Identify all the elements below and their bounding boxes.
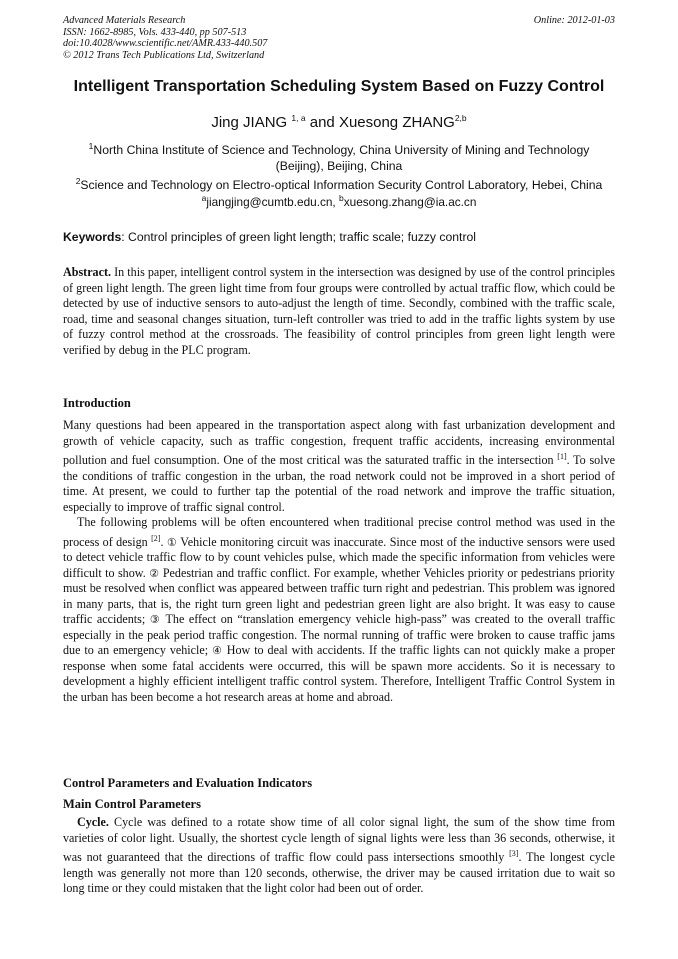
abstract-label: Abstract. bbox=[63, 265, 112, 279]
copyright-line: © 2012 Trans Tech Publications Ltd, Switzerland bbox=[63, 49, 265, 61]
intro-p2-text-c: Vehicle monitoring circuit was inaccurate. Since most of the inductive sensors were used to detect vehicle traffic flow to by count vehicles pulse, which made the specific information from vehicles were difficult to show. bbox=[63, 534, 616, 580]
keywords bbox=[63, 230, 623, 244]
introduction-paragraph-1 bbox=[63, 418, 615, 515]
affiliation-1 bbox=[50, 138, 628, 174]
cycle-text-b: . The longest cycle length was generally not more than 120 seconds, otherwise, the driver may be caused irritation due to wait so long time or they could mistaken that the light color had been out of order. bbox=[63, 850, 615, 896]
journal-name: Advanced Materials Research bbox=[63, 15, 186, 26]
doi-line: doi:10.4028/www.scientific.net/AMR.433-440.507 bbox=[63, 38, 268, 50]
intro-p2-text-d: Pedestrian and traffic conflict. For example, whether Vehicles priority or pedestrians priority must be resolved when conflict was appeared between traffic turn right and pedestrian. This problem was ignored in many parts, that is, the right turn green light and pedestrian green light are also bright. It was easy to cause traffic accidents; bbox=[63, 565, 615, 627]
affiliation-2-text: Science and Technology on Electro-optical Information Security Control Laboratory, Hebei, China bbox=[80, 178, 603, 193]
cycle-label: Cycle. bbox=[77, 815, 109, 829]
email-b-sup: b bbox=[339, 193, 344, 203]
intro-p1-text-a: Many questions had been appeared in the transportation aspect along with fast urbanization development and growth of vehicle capacity, such as traffic congestion, frequent traffic accidents, increasing environmental pollution and fuel consumption. One of the most critical was the saturated traffic in the intersection bbox=[63, 418, 615, 468]
authors bbox=[40, 113, 638, 131]
introduction-paragraph-2 bbox=[63, 515, 615, 705]
citation-1: [1] bbox=[557, 452, 567, 461]
citation-3: [3] bbox=[509, 849, 519, 858]
abstract-text: In this paper, intelligent control system in the intersection was designed by use of the control principles of green light length. The green light time from four groups were controlled by actual traffic flow, which could be detected by use of inductive sensors to auto-adjust the length of time. Secondly, combined with the traffic scale, road, time and seasonal changes situation, turn-left controller was tried to add in the traffic lights system by use of fuzzy control method at the crossroads. The feasibility of control principles from green light length were verified by debug in the PLC program. bbox=[63, 265, 615, 357]
intro-p2-text-a: The following problems will be often encountered when traditional precise control method was used in the process of design bbox=[63, 515, 615, 549]
circled-number-2: ② bbox=[149, 566, 160, 580]
paper-title: Intelligent Transportation Scheduling System Based on Fuzzy Control bbox=[73, 78, 605, 95]
online-date: Online: 2012-01-03 bbox=[533, 15, 615, 26]
affiliation-1-line2: (Beijing), Beijing, China bbox=[275, 159, 403, 174]
author-2-sup: 2,b bbox=[454, 113, 467, 123]
issn-line: ISSN: 1662-8985, Vols. 433-440, pp 507-513 bbox=[63, 26, 247, 38]
author-1-sup: 1, a bbox=[291, 113, 306, 123]
intro-p1-text-b: . To solve the conditions of traffic congestion in the urban, the road network could not be improved in a short period of time. At present, we could to further tap the potential of the road network and improve the traffic situation, especially to improve of traffic signal control. bbox=[63, 453, 615, 514]
affiliation-1-sup: 1 bbox=[88, 141, 94, 151]
author-1: Jing JIANG bbox=[211, 114, 288, 131]
author-emails bbox=[40, 193, 638, 209]
keywords-text: : Control principles of green light length; traffic scale; fuzzy control bbox=[121, 230, 476, 244]
introduction-heading: Introduction bbox=[63, 396, 131, 410]
cycle-text-a: Cycle was defined to a rotate show time of all color signal light, the sum of the show time from varieties of color light. Usually, the shortest cycle length of signal lights were less than 36 seconds, otherwise, it was not guaranteed that the directions of traffic flow could pass intersections smoothly bbox=[63, 815, 615, 865]
affiliation-1-line1: North China Institute of Science and Technology, China University of Mining and Technology bbox=[93, 143, 590, 158]
circled-number-3: ③ bbox=[149, 613, 162, 627]
abstract bbox=[63, 265, 615, 358]
intro-p2-text-b: . bbox=[160, 534, 167, 549]
affiliation-2 bbox=[40, 173, 638, 193]
intro-p2-text-f: How to deal with accidents. If the traffic lights can not quickly make a proper response when some fatal accidents were occurred, this will be spawn more accidents. So it is necessary to development a highly efficient intelligent traffic control system. Therefore, Intelligent Traffic Control System in the urban has been become a hot research areas at home and abroad. bbox=[63, 643, 616, 704]
journal-header bbox=[63, 15, 615, 61]
introduction-body bbox=[63, 418, 615, 705]
author-2: Xuesong ZHANG bbox=[338, 114, 455, 131]
main-control-parameters-subheading: Main Control Parameters bbox=[63, 797, 201, 811]
authors-and: and bbox=[309, 114, 335, 131]
citation-2: [2] bbox=[151, 533, 161, 543]
intro-p2-text-e: The effect on “translation emergency vehicle high-pass” was created to the overall traffic especially in the peak period traffic congestion. The normal running of traffic were broken to cause traffic jams due to an emergency vehicle; bbox=[63, 612, 615, 658]
control-parameters-heading: Control Parameters and Evaluation Indicators bbox=[63, 776, 313, 790]
email-b: xuesong.zhang@ia.ac.cn bbox=[343, 194, 477, 209]
keywords-label: Keywords bbox=[63, 230, 122, 244]
circled-number-1: ① bbox=[166, 535, 178, 549]
cycle-section bbox=[63, 815, 615, 897]
affiliation-2-sup: 2 bbox=[75, 176, 81, 186]
circled-number-4: ④ bbox=[212, 644, 223, 658]
email-a-sup: a bbox=[201, 193, 207, 203]
email-a: jiangjing@cumtb.edu.cn, bbox=[206, 194, 336, 209]
